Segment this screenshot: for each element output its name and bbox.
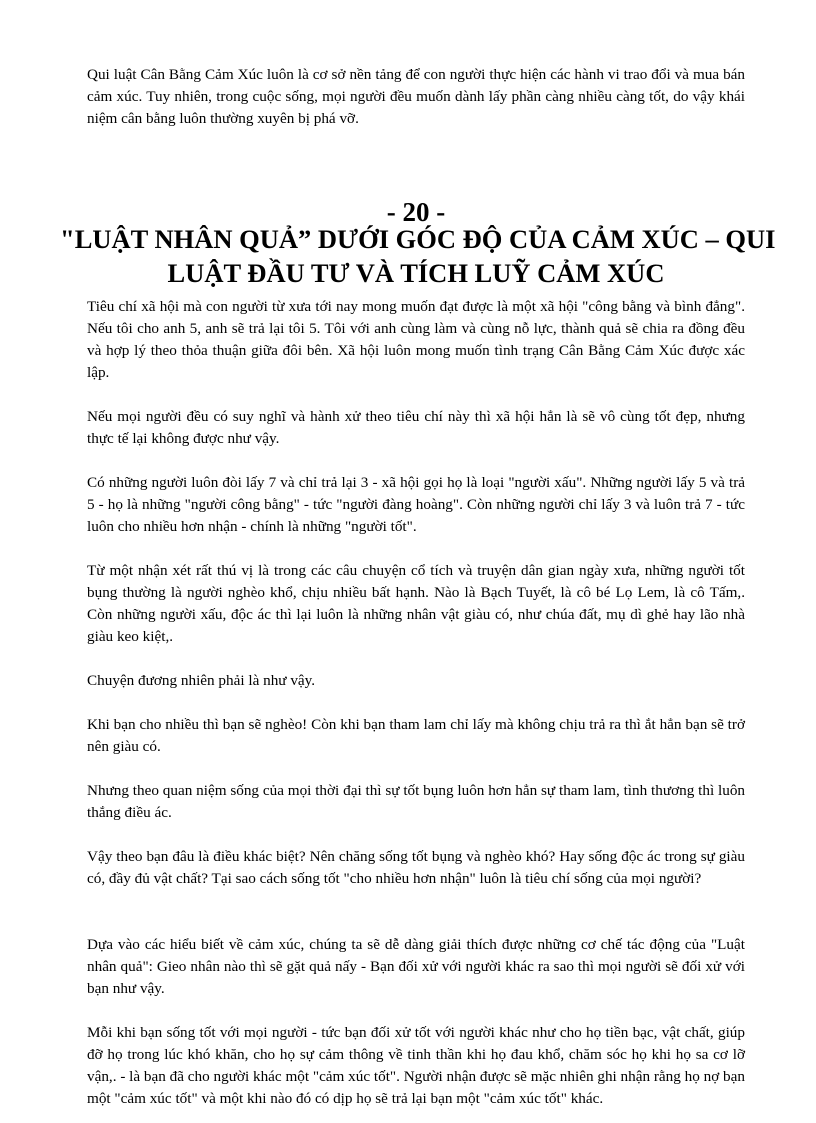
paragraph-9: Dựa vào các hiểu biết về cảm xúc, chúng ta sẽ dễ dàng giải thích được những cơ chế tác động của "Luật nhân quả": Gieo nhân nào thì sẽ gặt quả nấy - Bạn đối xử với người khác ra sao thì mọi người sẽ đối xử với bạn như vậy. xyxy=(87,936,745,997)
paragraph-10: Mỗi khi bạn sống tốt với mọi người - tức bạn đối xử tốt với người khác như cho họ tiền bạc, vật chất, giúp đỡ họ trong lúc khó khăn, cho họ sự cảm thông về tinh thần khi họ đau khổ, chăm sóc họ khi họ sa cơ lỡ vận,. - là bạn đã cho người khác một "cảm xúc tốt". Người nhận được sẽ mặc nhiên ghi nhận rằng họ nợ bạn một "cảm xúc tốt" và một khi nào đó có dịp họ sẽ trả lại bạn một "cảm xúc tốt" khác. xyxy=(87,1024,745,1107)
paragraph-8: Vậy theo bạn đâu là điều khác biệt? Nên chăng sống tốt bụng và nghèo khó? Hay sống độc ác trong sự giàu có, đầy đủ vật chất? Tại sao cách sống tốt "cho nhiều hơn nhận" luôn là tiêu chí sống của mọi người? xyxy=(87,848,745,887)
paragraph-2: Nếu mọi người đều có suy nghĩ và hành xử theo tiêu chí này thì xã hội hẳn là sẽ vô cùng tốt đẹp, nhưng thực tế lại không được như vậy. xyxy=(87,408,745,447)
paragraph-7: Nhưng theo quan niệm sống của mọi thời đại thì sự tốt bụng luôn hơn hẳn sự tham lam, tình thương thì luôn thắng điều ác. xyxy=(87,782,745,821)
paragraph-5: Chuyện đương nhiên phải là như vậy. xyxy=(87,672,316,689)
chapter-title-line-2: LUẬT ĐẦU TƯ VÀ TÍCH LUỸ CẢM XÚC xyxy=(167,258,665,288)
intro-paragraph: Qui luật Cân Bằng Cảm Xúc luôn là cơ sở nền tảng để con người thực hiện các hành vi trao đổi và mua bán cảm xúc. Tuy nhiên, trong cuộc sống, mọi người đều muốn dành lấy phần càng nhiều càng tốt, do vậy khái niệm cân bằng luôn thường xuyên bị phá vỡ. xyxy=(87,66,745,127)
paragraph-4: Từ một nhận xét rất thú vị là trong các câu chuyện cổ tích và truyện dân gian ngày xưa, những người tốt bụng thường là người nghèo khổ, chịu nhiều bất hạnh. Nào là Bạch Tuyết, là cô bé Lọ Lem, là cô Tấm,. Còn những người xấu, độc ác thì lại luôn là những nhân vật giàu có, như chúa đất, mụ dì ghẻ hay lão nhà giàu keo kiệt,. xyxy=(87,562,745,645)
chapter-number: - 20 - xyxy=(386,197,446,227)
paragraph-1: Tiêu chí xã hội mà con người từ xưa tới nay mong muốn đạt được là một xã hội "công bằng và bình đẳng". Nếu tôi cho anh 5, anh sẽ trả lại tôi 5. Tôi với anh cùng làm và cùng nỗ lực, thành quả sẽ chia ra đồng đều và hợp lý theo thỏa thuận giữa đôi bên. Xã hội luôn mong muốn tình trạng Cân Bằng Cảm Xúc được xác lập. xyxy=(87,298,745,381)
chapter-title-line-1: "LUẬT NHÂN QUẢ” DƯỚI GÓC ĐỘ CỦA CẢM XÚC – QUI xyxy=(60,224,776,254)
paragraph-6: Khi bạn cho nhiều thì bạn sẽ nghèo! Còn khi bạn tham lam chỉ lấy mà không chịu trả ra thì ắt hẳn bạn sẽ trở nên giàu có. xyxy=(87,716,745,755)
paragraph-3: Có những người luôn đòi lấy 7 và chỉ trả lại 3 - xã hội gọi họ là loại "người xấu". Những người lấy 5 và trả 5 - họ là những "người công bằng" - tức "người đàng hoàng". Còn những người chỉ lấy 3 và luôn trả 7 - tức luôn cho nhiều hơn nhận - chính là những "người tốt". xyxy=(87,474,745,535)
